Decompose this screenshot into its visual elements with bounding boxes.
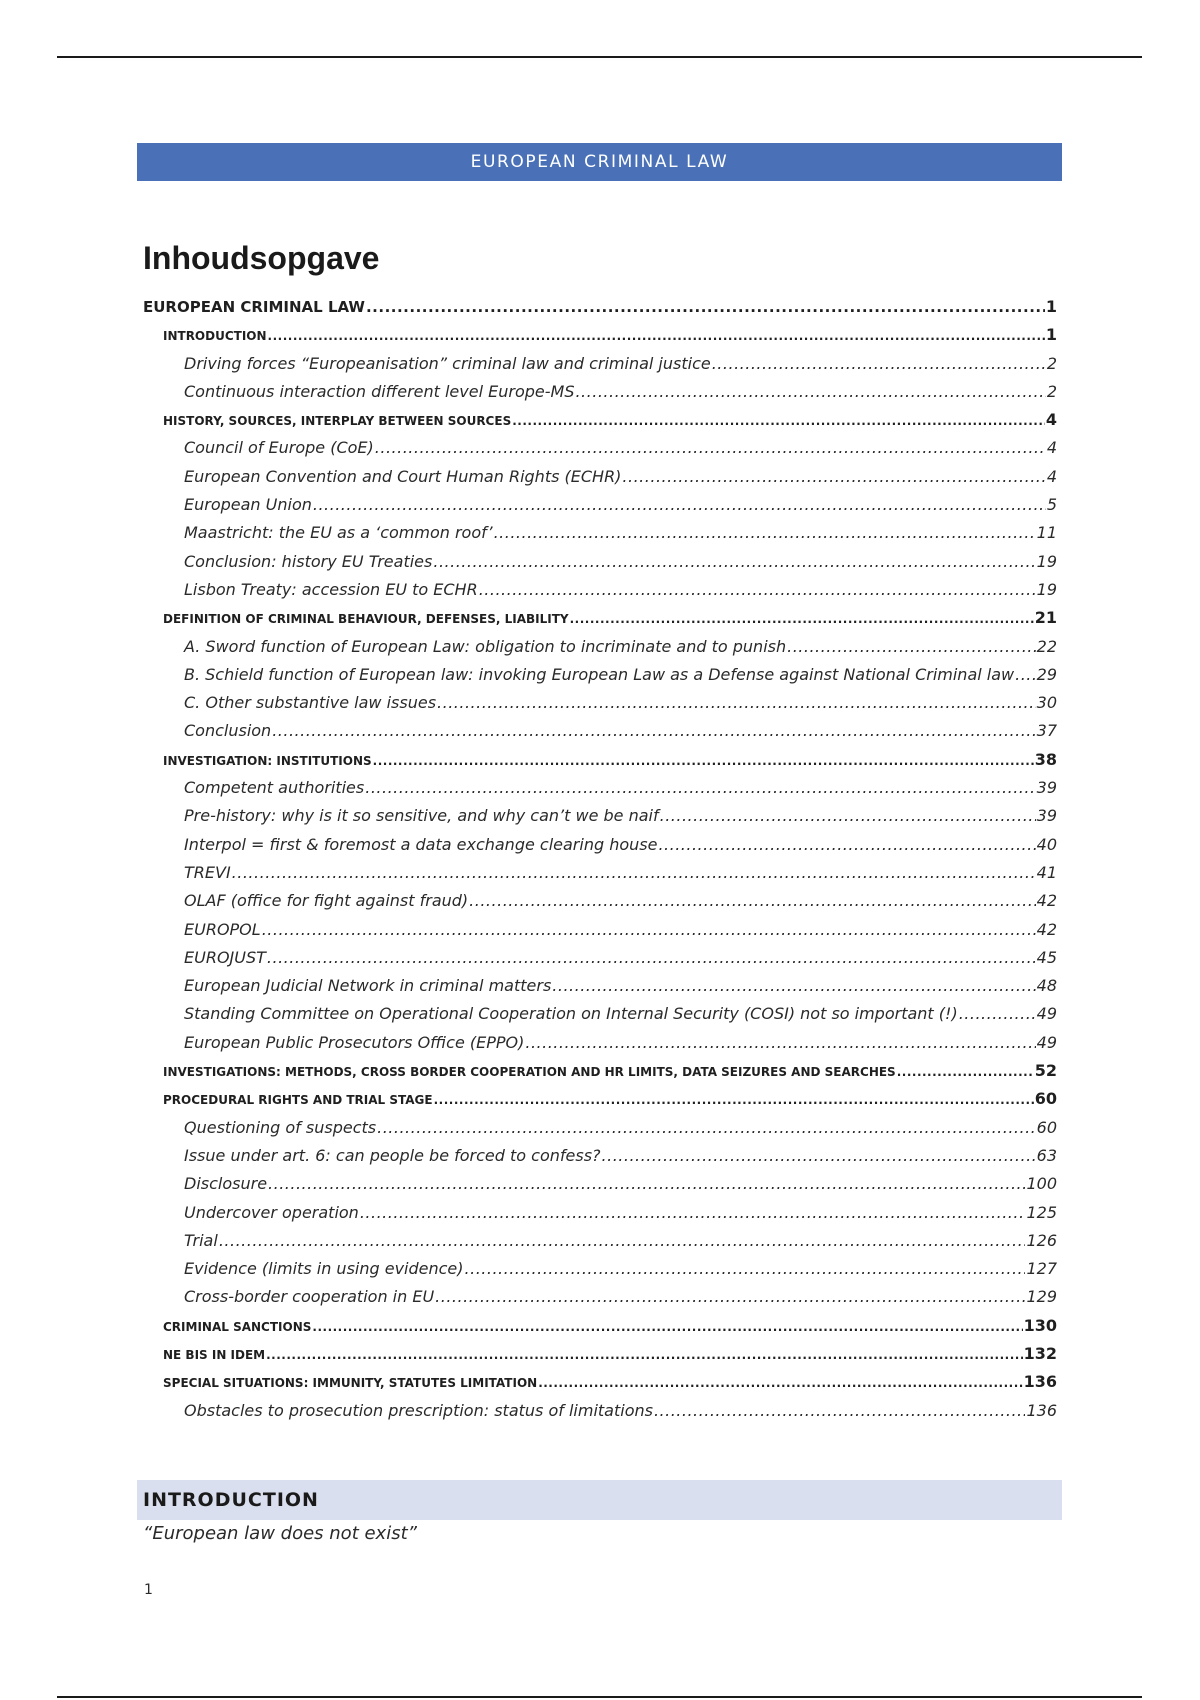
toc-entry-page: 49 <box>1036 1032 1057 1052</box>
toc-dot-leader <box>377 1114 1036 1142</box>
toc-dot-leader <box>712 350 1046 378</box>
toc-entry-title: Conclusion: history EU Treaties <box>184 551 433 571</box>
toc-entry-page: 40 <box>1036 834 1057 854</box>
toc-entry-page: 38 <box>1034 749 1057 769</box>
toc-entry[interactable] <box>143 1170 1057 1198</box>
toc-entry-page: 42 <box>1036 891 1057 911</box>
toc-entry-title: Driving forces “Europeanisation” criminal law and criminal justice <box>184 353 711 373</box>
toc-dot-leader <box>435 1283 1025 1311</box>
toc-entry-title: INVESTIGATIONS: METHODS, CROSS BORDER COOPERATION AND HR LIMITS, DATA SEIZURES AND SEARCHES <box>163 1065 896 1080</box>
toc-dot-leader <box>897 1058 1034 1085</box>
toc-entry[interactable] <box>143 746 1057 774</box>
toc-dot-leader <box>219 1227 1026 1255</box>
toc-entry[interactable] <box>143 1227 1057 1255</box>
toc-entry-title: Interpol = first & foremost a data exchange clearing house <box>184 834 658 854</box>
toc-entry-title: EUROJUST <box>184 947 266 967</box>
toc-dot-leader <box>375 434 1046 462</box>
toc-dot-leader <box>312 1313 1022 1340</box>
toc-entry-page: 100 <box>1026 1174 1057 1194</box>
toc-dot-leader <box>575 378 1045 406</box>
toc-entry-title: Conclusion <box>184 721 272 741</box>
toc-dot-leader <box>465 1255 1026 1283</box>
toc-entry-page: 37 <box>1036 721 1057 741</box>
toc-entry[interactable] <box>143 717 1057 745</box>
toc-entry-page: 29 <box>1036 664 1057 684</box>
toc-entry[interactable] <box>143 1000 1057 1028</box>
toc-entry[interactable] <box>143 1283 1057 1311</box>
top-rule <box>57 56 1142 58</box>
toc-entry-page: 2 <box>1046 381 1057 401</box>
toc-entry-title: European Union <box>184 495 312 515</box>
toc-entry-title: Evidence (limits in using evidence) <box>184 1259 464 1279</box>
toc-entry-page: 21 <box>1034 608 1057 628</box>
toc-dot-leader <box>360 1199 1026 1227</box>
toc-entry-title: A. Sword function of European Law: obligation to incriminate and to punish <box>184 636 787 656</box>
toc-dot-leader <box>365 774 1035 802</box>
toc-entry-page: 60 <box>1036 1117 1057 1137</box>
toc-entry[interactable] <box>143 463 1057 491</box>
toc-dot-leader <box>552 972 1035 1000</box>
toc-dot-leader <box>373 747 1034 774</box>
toc-entry-title: DEFINITION OF CRIMINAL BEHAVIOUR, DEFENSES, LIABILITY <box>163 612 569 627</box>
toc-entry-title: Trial <box>184 1230 218 1250</box>
toc-entry-page: 39 <box>1036 806 1057 826</box>
toc-entry[interactable] <box>143 1057 1057 1085</box>
toc-entry-page: 129 <box>1026 1287 1057 1307</box>
toc-dot-leader <box>512 407 1045 434</box>
document-title-banner <box>137 143 1062 181</box>
toc-entry-page: 132 <box>1023 1343 1057 1363</box>
toc-entry-title: European Public Prosecutors Office (EPPO) <box>184 1032 525 1052</box>
toc-entry-title: European Convention and Court Human Rights (ECHR) <box>184 466 622 486</box>
toc-entry[interactable] <box>143 1142 1057 1170</box>
toc-entry-title: Questioning of suspects <box>184 1117 377 1137</box>
toc-entry[interactable] <box>143 1340 1057 1368</box>
toc-entry-title: European Judicial Network in criminal matters <box>184 976 552 996</box>
toc-entry-title: EUROPEAN CRIMINAL LAW <box>143 298 365 316</box>
toc-entry[interactable] <box>143 1029 1057 1057</box>
toc-entry-title: Council of Europe (CoE) <box>184 438 374 458</box>
toc-entry[interactable] <box>143 944 1057 972</box>
toc-entry[interactable] <box>143 661 1057 689</box>
banner-title: EUROPEAN CRIMINAL LAW <box>470 152 729 172</box>
toc-dot-leader <box>602 1142 1036 1170</box>
toc-entry-page: 41 <box>1036 862 1057 882</box>
toc-entry-title: Continuous interaction different level Europe-MS <box>184 381 575 401</box>
toc-entry[interactable] <box>143 831 1057 859</box>
toc-entry[interactable] <box>143 491 1057 519</box>
toc-dot-leader <box>232 859 1036 887</box>
toc-dot-leader <box>272 717 1035 745</box>
bottom-rule <box>57 1696 1142 1698</box>
introduction-heading-text: INTRODUCTION <box>143 1489 319 1511</box>
toc-dot-leader <box>262 916 1036 944</box>
toc-entry-page: 49 <box>1036 1004 1057 1024</box>
toc-entry-title: NE BIS IN IDEM <box>163 1347 266 1362</box>
toc-dot-leader <box>538 1369 1022 1396</box>
toc-entry-page: 52 <box>1034 1061 1057 1081</box>
toc-entry[interactable] <box>143 1397 1057 1425</box>
toc-entry[interactable] <box>143 859 1057 887</box>
toc-entry-page: 60 <box>1034 1089 1057 1109</box>
toc-entry-page: 19 <box>1036 579 1057 599</box>
toc-entry-title: Standing Committee on Operational Cooperation on Internal Security (COSI) not so important (!) <box>184 1004 958 1024</box>
toc-dot-leader <box>570 605 1034 632</box>
toc-entry-page: 4 <box>1045 410 1057 430</box>
toc-dot-leader <box>660 802 1036 830</box>
toc-entry[interactable] <box>143 1255 1057 1283</box>
toc-entry-title: Issue under art. 6: can people be forced to confess? <box>184 1145 601 1165</box>
toc-dot-leader <box>366 293 1045 321</box>
toc-entry-title: INTRODUCTION <box>163 329 267 344</box>
toc-dot-leader <box>268 1170 1025 1198</box>
toc-dot-leader <box>654 1397 1026 1425</box>
toc-entry-title: B. Schield function of European law: invoking European Law as a Defense against National Criminal law <box>184 664 1015 684</box>
toc-entry-page: 136 <box>1026 1400 1057 1420</box>
toc-dot-leader <box>494 519 1036 547</box>
toc-entry[interactable] <box>143 350 1057 378</box>
toc-entry-page: 1 <box>1045 325 1057 345</box>
toc-entry-title: SPECIAL SITUATIONS: IMMUNITY, STATUTES LIMITATION <box>163 1376 538 1391</box>
toc-entry[interactable] <box>143 887 1057 915</box>
toc-entry-page: 126 <box>1026 1230 1057 1250</box>
toc-entry-title: OLAF (office for fight against fraud) <box>184 891 469 911</box>
toc-entry[interactable] <box>143 378 1057 406</box>
toc-dot-leader <box>622 463 1045 491</box>
toc-entry-title: CRIMINAL SANCTIONS <box>163 1319 312 1334</box>
intro-quote: “European law does not exist” <box>143 1523 417 1544</box>
toc-entry-page: 4 <box>1046 438 1057 458</box>
toc-entry-page: 63 <box>1036 1145 1057 1165</box>
toc-dot-leader <box>433 548 1035 576</box>
toc-entry-page: 5 <box>1046 495 1057 515</box>
toc-entry-page: 11 <box>1036 523 1057 543</box>
toc-entry-title: Disclosure <box>184 1174 268 1194</box>
toc-entry-page: 45 <box>1036 947 1057 967</box>
toc-entry-title: TREVI <box>184 862 231 882</box>
toc-entry[interactable] <box>143 916 1057 944</box>
toc-dot-leader <box>267 944 1036 972</box>
toc-dot-leader <box>313 491 1046 519</box>
page-number: 1 <box>144 1582 153 1598</box>
table-of-contents <box>143 293 1057 1425</box>
toc-entry[interactable] <box>143 406 1057 434</box>
toc-entry-title: EUROPOL <box>184 919 261 939</box>
toc-entry-title: Obstacles to prosecution prescription: status of limitations <box>184 1400 653 1420</box>
toc-entry-title: HISTORY, SOURCES, INTERPLAY BETWEEN SOURCES <box>163 414 512 429</box>
toc-entry-page: 39 <box>1036 778 1057 798</box>
toc-entry[interactable] <box>143 1199 1057 1227</box>
toc-dot-leader <box>1015 661 1036 689</box>
toc-entry[interactable] <box>143 1312 1057 1340</box>
toc-entry[interactable] <box>143 689 1057 717</box>
toc-entry-page: 30 <box>1036 693 1057 713</box>
toc-dot-leader <box>434 1086 1034 1113</box>
toc-dot-leader <box>658 831 1035 859</box>
toc-entry[interactable] <box>143 604 1057 632</box>
toc-entry[interactable] <box>143 1085 1057 1113</box>
toc-entry[interactable] <box>143 548 1057 576</box>
toc-entry[interactable] <box>143 519 1057 547</box>
toc-entry-title: PROCEDURAL RIGHTS AND TRIAL STAGE <box>163 1093 433 1108</box>
introduction-heading <box>137 1480 1062 1520</box>
toc-entry[interactable] <box>143 1368 1057 1396</box>
toc-entry-page: 48 <box>1036 976 1057 996</box>
toc-dot-leader <box>437 689 1036 717</box>
toc-entry-page: 2 <box>1046 353 1057 373</box>
toc-entry[interactable] <box>143 774 1057 802</box>
toc-entry-page: 42 <box>1036 919 1057 939</box>
toc-dot-leader <box>268 322 1045 349</box>
toc-entry-page: 19 <box>1036 551 1057 571</box>
toc-entry-title: Lisbon Treaty: accession EU to ECHR <box>184 579 478 599</box>
toc-entry[interactable] <box>143 576 1057 604</box>
toc-entry[interactable] <box>143 633 1057 661</box>
toc-entry[interactable] <box>143 293 1057 321</box>
toc-entry-title: Undercover operation <box>184 1202 359 1222</box>
toc-dot-leader <box>479 576 1036 604</box>
toc-entry-title: Cross-border cooperation in EU <box>184 1287 435 1307</box>
toc-dot-leader <box>525 1029 1035 1057</box>
toc-entry-title: C. Other substantive law issues <box>184 693 437 713</box>
toc-entry-title: Maastricht: the EU as a ‘common roof’ <box>184 523 493 543</box>
toc-entry-title: Competent authorities <box>184 778 365 798</box>
toc-entry-page: 130 <box>1023 1315 1057 1335</box>
toc-entry-title: Pre-history: why is it so sensitive, and why can’t we be naif <box>184 806 659 826</box>
toc-entry-page: 22 <box>1036 636 1057 656</box>
toc-entry-page: 125 <box>1026 1202 1057 1222</box>
toc-entry[interactable] <box>143 434 1057 462</box>
toc-entry-page: 127 <box>1026 1259 1057 1279</box>
toc-dot-leader <box>469 887 1035 915</box>
toc-entry-page: 136 <box>1023 1372 1057 1392</box>
toc-entry[interactable] <box>143 802 1057 830</box>
toc-entry-title: INVESTIGATION: INSTITUTIONS <box>163 753 372 768</box>
toc-dot-leader <box>959 1000 1036 1028</box>
toc-title: Inhoudsopgave <box>143 240 380 276</box>
toc-dot-leader <box>266 1341 1022 1368</box>
toc-entry-page: 1 <box>1045 297 1057 316</box>
toc-entry[interactable] <box>143 972 1057 1000</box>
toc-entry[interactable] <box>143 1114 1057 1142</box>
toc-entry[interactable] <box>143 321 1057 349</box>
toc-entry-page: 4 <box>1046 466 1057 486</box>
toc-dot-leader <box>787 633 1036 661</box>
